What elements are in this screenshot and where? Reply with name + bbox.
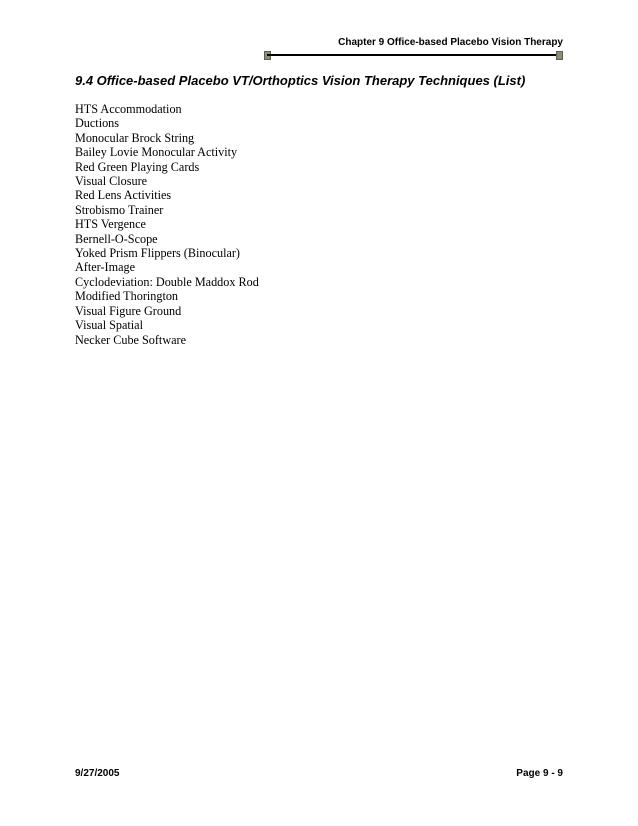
list-item: After-Image — [75, 260, 135, 275]
footer-date: 9/27/2005 — [75, 768, 120, 779]
list-item: Visual Closure — [75, 174, 148, 189]
list-item: Visual Spatial — [75, 318, 143, 333]
header-rule — [267, 54, 560, 56]
section-title: 9.4 Office-based Placebo VT/Orthoptics Vision Therapy Techniques (List) — [75, 73, 526, 88]
list-item: Monocular Brock String — [75, 130, 195, 145]
list-item: Visual Figure Ground — [75, 303, 182, 318]
list-item: Necker Cube Software — [75, 332, 186, 347]
list-item: Bernell-O-Scope — [75, 231, 158, 246]
list-item: Ductions — [75, 116, 120, 131]
list-item: Modified Thorington — [75, 289, 179, 304]
header-rule-right-cap — [556, 51, 563, 60]
list-item: Red Green Playing Cards — [75, 159, 200, 174]
list-item: Bailey Lovie Monocular Activity — [75, 145, 238, 160]
list-item: HTS Vergence — [75, 217, 146, 232]
list-item: Red Lens Activities — [75, 188, 172, 203]
footer-page-number: Page 9 - 9 — [516, 768, 563, 779]
list-item: Cyclodeviation: Double Maddox Rod — [75, 274, 259, 289]
technique-list — [75, 102, 259, 347]
running-header: Chapter 9 Office-based Placebo Vision Therapy — [338, 37, 563, 48]
list-item: HTS Accommodation — [75, 102, 182, 116]
list-item: Strobismo Trainer — [75, 202, 164, 217]
list-item: Yoked Prism Flippers (Binocular) — [75, 246, 240, 261]
